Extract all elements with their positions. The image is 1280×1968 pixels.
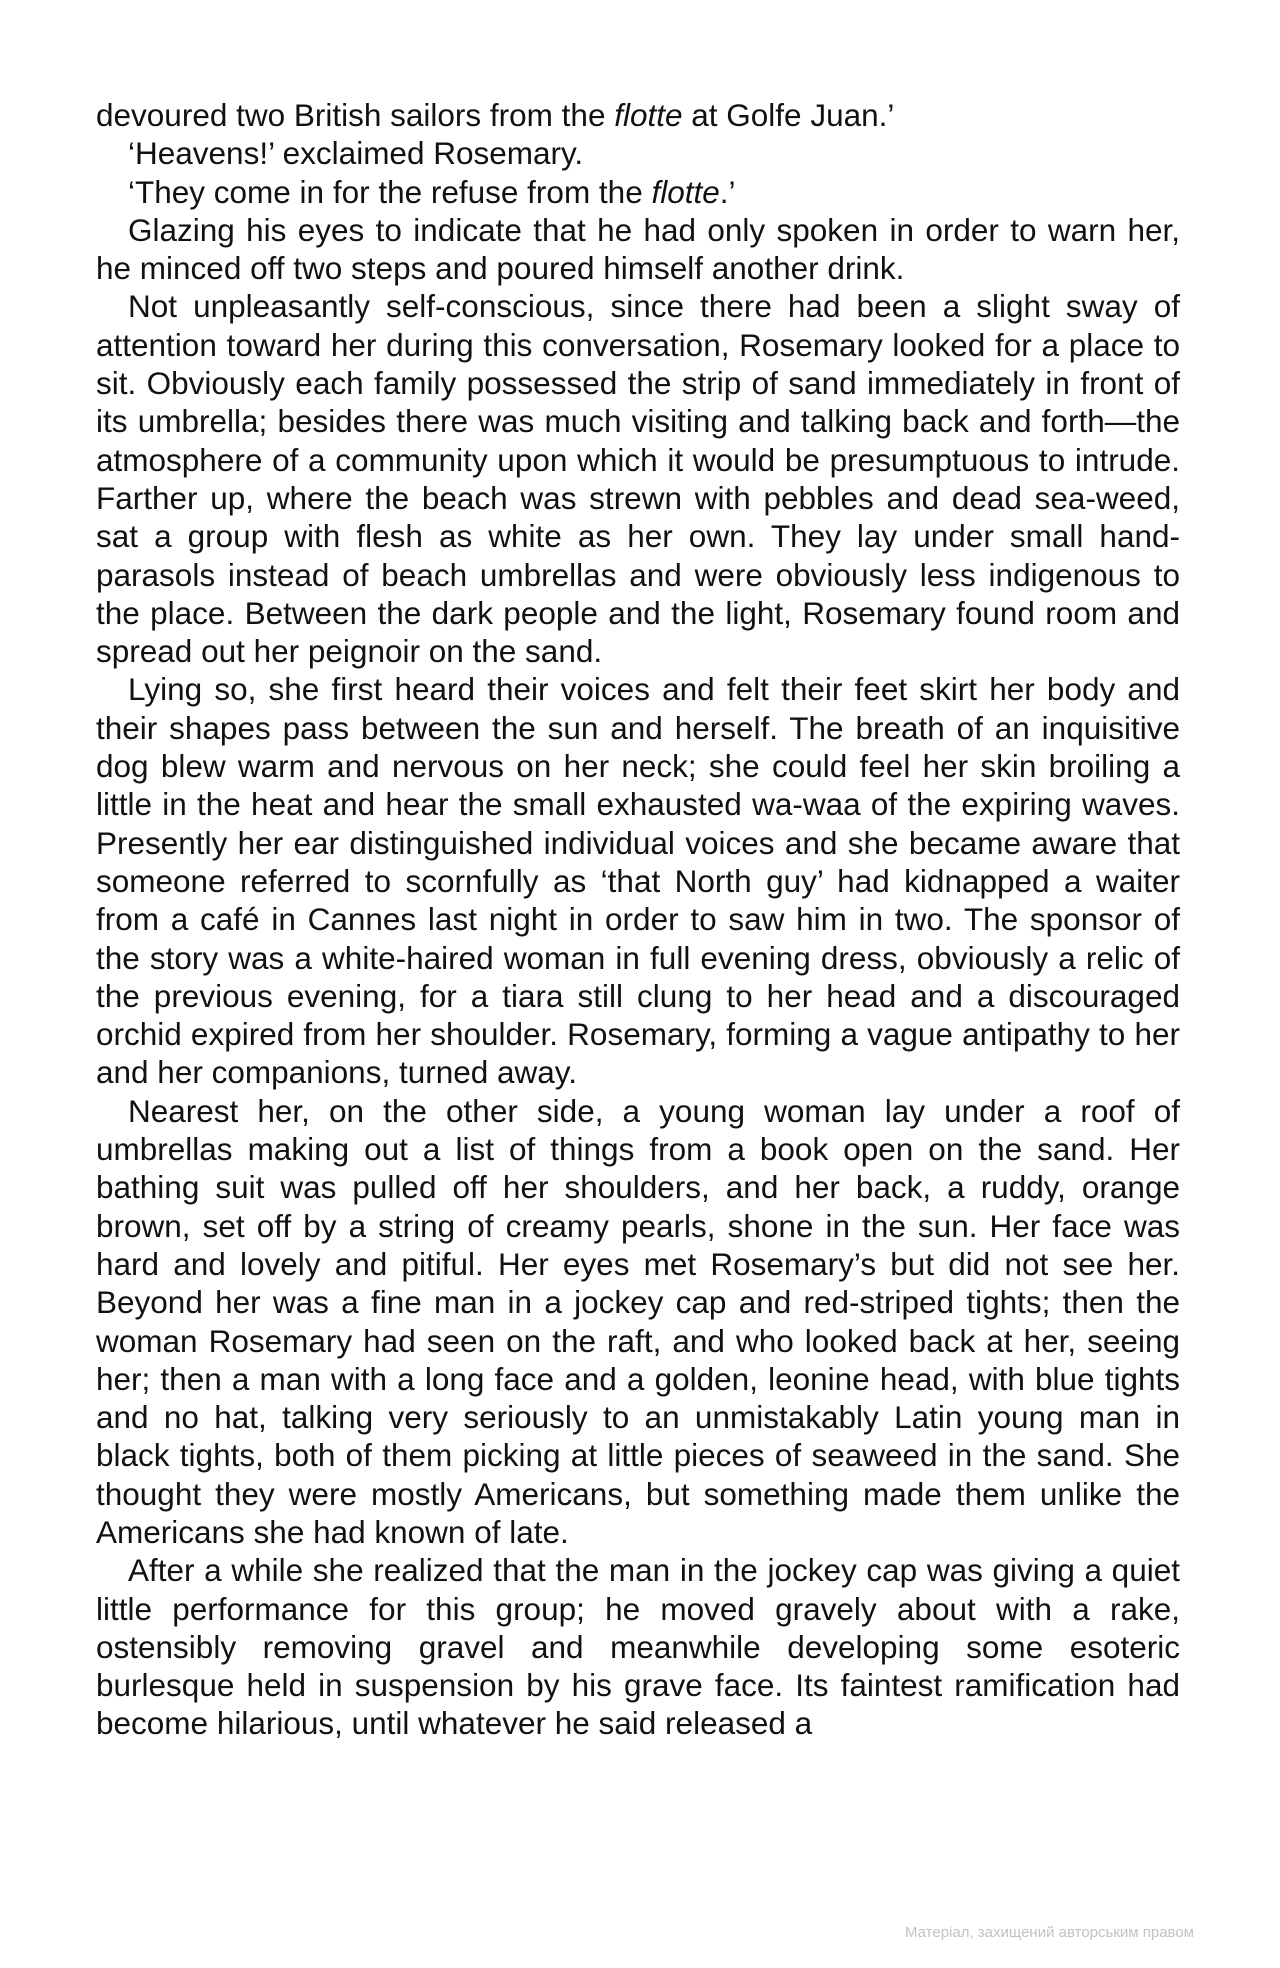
paragraph-2: ‘Heavens!’ exclaimed Rosemary. bbox=[128, 135, 584, 172]
paragraph-3-italic: flotte bbox=[651, 173, 720, 210]
paragraph-4: Glazing his eyes to indicate that he had only spoken in order to warn her, he minced off two steps and poured himself another drink. bbox=[96, 211, 1180, 287]
paragraph-3-text-a: ‘They come in for the refuse from the bbox=[128, 173, 652, 210]
paragraph-1-text-a: devoured two British sailors from the bbox=[96, 97, 615, 133]
paragraph-8: After a while she realized that the man in the jockey cap was giving a quiet little performance for this group; he moved gravely about with a rake, ostensibly removing gravel and meanwhile developing some esoteric burlesque held in suspension by his grave face. Its faintest ramification had become hilarious, until whatever he said released a bbox=[96, 1552, 1180, 1742]
paragraph-1 bbox=[96, 96, 1180, 134]
paragraph-3-text-b: .’ bbox=[719, 173, 736, 210]
paragraph-1-text-b: at Golfe Juan.’ bbox=[682, 97, 895, 133]
paragraph-1-italic: flotte bbox=[614, 97, 683, 133]
copyright-watermark: Матеріал, захищений авторським правом bbox=[904, 1924, 1194, 1941]
paragraph-3 bbox=[96, 173, 1180, 211]
paragraph-5: Not unpleasantly self-conscious, since there had been a slight sway of attention toward her during this conversation, Rosemary looked for a place to sit. Obviously each family possessed the strip of sand immediately in front of its umbrella; besides there was much visiting and talking back and forth—the atmosphere of a community upon which it would be presumptuous to intrude. Farther up, where the beach was strewn with pebbles and dead sea-weed, sat a group with flesh as white as her own. They lay under small hand-parasols instead of beach umbrellas and were obviously less indigenous to the place. Between the dark people and the light, Rosemary found room and spread out her peignoir on the sand. bbox=[96, 288, 1180, 670]
paragraph-7: Nearest her, on the other side, a young woman lay under a roof of umbrellas making out a list of things from a book open on the sand. Her bathing suit was pulled off her shoulders, and her back, a ruddy, orange brown, set off by a string of creamy pearls, shone in the sun. Her face was hard and lovely and pitiful. Her eyes met Rosemary’s but did not see her. Beyond her was a fine man in a jockey cap and red-striped tights; then the woman Rosemary had seen on the raft, and who looked back at her, seeing her; then a man with a long face and a golden, leonine head, with blue tights and no hat, talking very seriously to an unmistakably Latin young man in black tights, both of them picking at little pieces of seaweed in the sand. She thought they were mostly Americans, but something made them unlike the Americans she had known of late. bbox=[96, 1092, 1180, 1550]
paragraph-6: Lying so, she first heard their voices and felt their feet skirt her body and their shapes pass between the sun and herself. The breath of an inquisitive dog blew warm and nervous on her neck; she could feel her skin broiling a little in the heat and hear the small exhausted wa-waa of the expiring waves. Presently her ear distinguished individual voices and she became aware that someone referred to scornfully as ‘that North guy’ had kidnapped a waiter from a café in Cannes last night in order to saw him in two. The sponsor of the story was a white-haired woman in full evening dress, obviously a relic of the previous evening, for a tiara still clung to her head and a discouraged orchid expired from her shoulder. Rosemary, forming a vague antipathy to her and her companions, turned away. bbox=[96, 671, 1180, 1091]
book-page bbox=[96, 96, 1180, 1743]
